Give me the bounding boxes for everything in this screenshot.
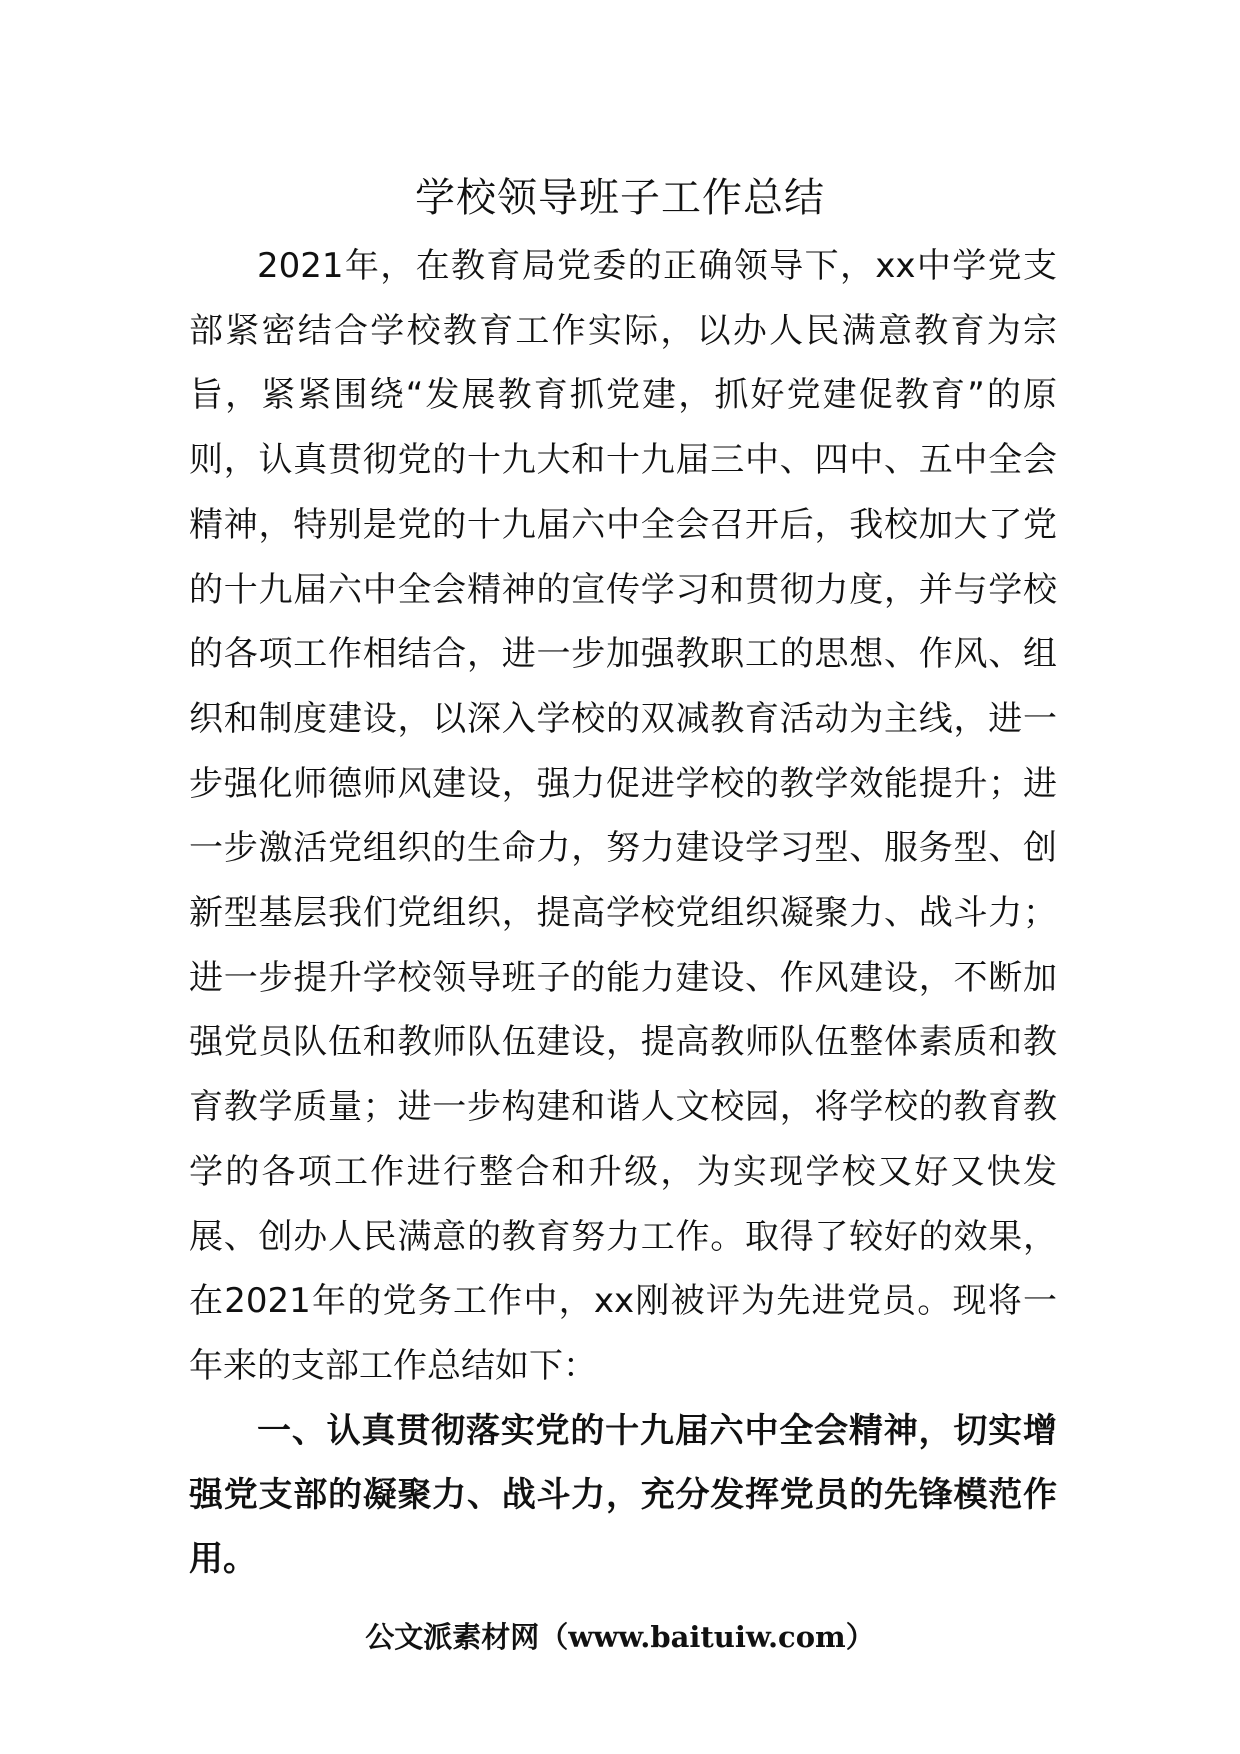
document-body [189,234,1057,1591]
body-paragraph: 2021年，在教育局党委的正确领导下，xx中学党支部紧密结合学校教育工作实际，以办人民满意教育为宗旨，紧紧围绕“发展教育抓党建，抓好党建促教育”的原则，认真贯彻党的十九大和十九届三中、四中、五中全会精神，特别是党的十九届六中全会召开后，我校加大了党的十九届六中全会精神的宣传学习和贯彻力度，并与学校的各项工作相结合，进一步加强教职工的思想、作风、组织和制度建设，以深入学校的双减教育活动为主线，进一步强化师德师风建设，强力促进学校的教学效能提升；进一步激活党组织的生命力，努力建设学习型、服务型、创新型基层我们党组织，提高学校党组织凝聚力、战斗力；进一步提升学校领导班子的能力建设、作风建设，不断加强党员队伍和教师队伍建设，提高教师队伍整体素质和教育教学质量；进一步构建和谐人文校园，将学校的教育教学的各项工作进行整合和升级，为实现学校又好又快发展、创办人民满意的教育努力工作。取得了较好的效果，在2021年的党务工作中，xx刚被评为先进党员。现将一年来的支部工作总结如下： [189,246,1057,1386]
footer-watermark: 公文派素材网（www.baituiw.com） [365,1620,875,1654]
document-title: 学校领导班子工作总结 [415,175,825,221]
section-heading: 一、认真贯彻落实党的十九届六中全会精神，切实增强党支部的凝聚力、战斗力，充分发挥党员的先锋模范作用。 [189,1410,1057,1579]
